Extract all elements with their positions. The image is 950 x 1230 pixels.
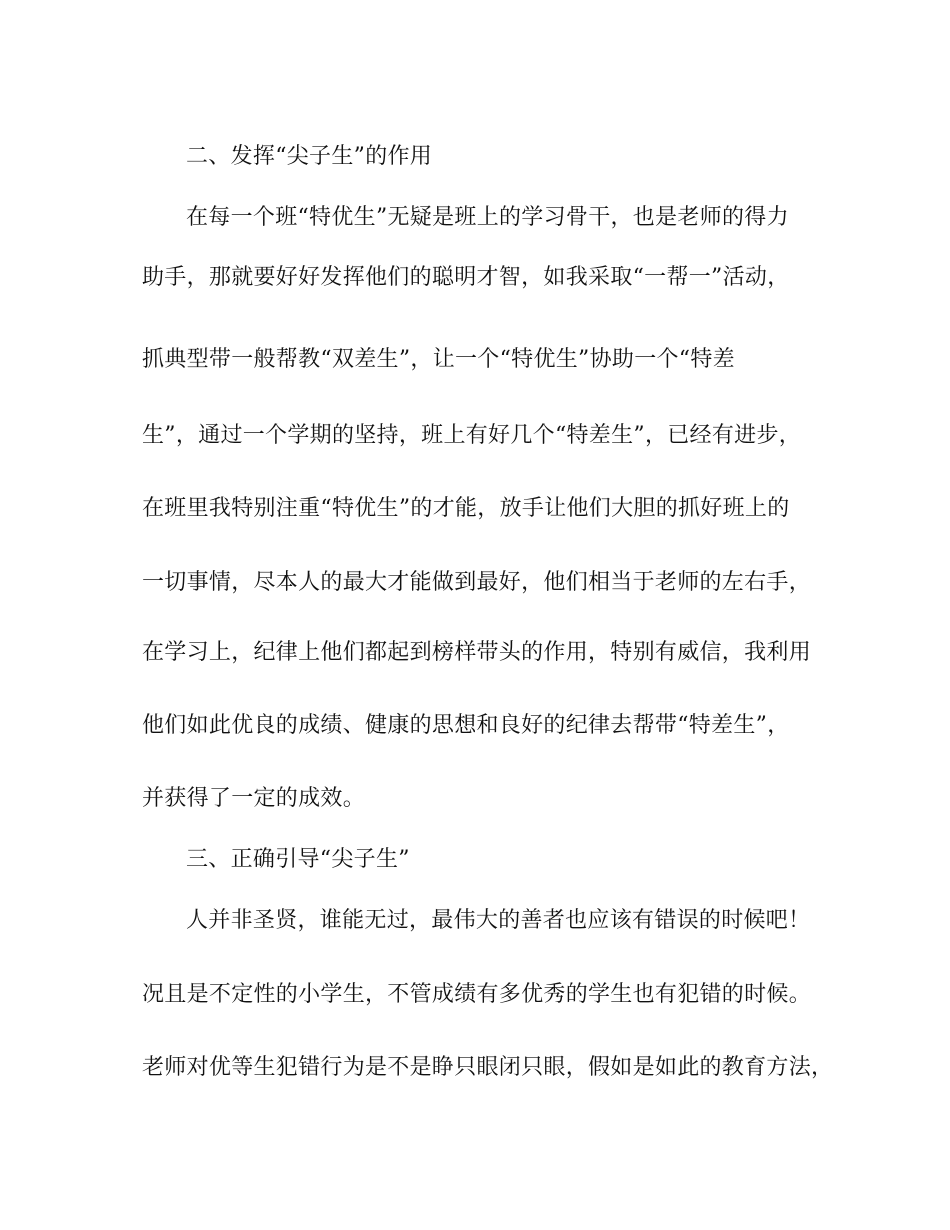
- section-heading-2: 二、发挥“尖子生”的作用: [186, 144, 433, 169]
- paragraph-line: 一切事情，尽本人的最大才能做到最好，他们相当于老师的左右手，: [142, 570, 812, 595]
- paragraph-line: 在学习上，纪律上他们都起到榜样带头的作用，特别有威信，我利用: [142, 640, 812, 665]
- section-heading-3: 三、正确引导“尖子生”: [186, 847, 410, 872]
- paragraph-line: 人并非圣贤，谁能无过，最伟大的善者也应该有错误的时候吧！: [186, 908, 811, 933]
- paragraph-line: 抓典型带一般帮教“双差生”，让一个“特优生”协助一个“特差: [142, 347, 735, 372]
- paragraph-line: 并获得了一定的成效。: [142, 786, 366, 811]
- paragraph-line: 在每一个班“特优生”无疑是班上的学习骨干，也是老师的得力: [186, 205, 789, 230]
- paragraph-line: 在班里我特别注重“特优生”的才能，放手让他们大胆的抓好班上的: [142, 496, 790, 521]
- paragraph-line: 老师对优等生犯错行为是不是睁只眼闭只眼，假如是如此的教育方法，: [142, 1055, 834, 1080]
- paragraph-line: 他们如此优良的成绩、健康的思想和良好的纪律去帮带“特差生”，: [142, 713, 790, 738]
- paragraph-line: 况且是不定性的小学生，不管成绩有多优秀的学生也有犯错的时候。: [142, 982, 812, 1007]
- paragraph-line: 生”，通过一个学期的坚持，班上有好几个“特差生”，已经有进步，: [142, 423, 802, 448]
- paragraph-line: 助手，那就要好好发挥他们的聪明才智，如我采取“一帮一”活动，: [142, 265, 790, 290]
